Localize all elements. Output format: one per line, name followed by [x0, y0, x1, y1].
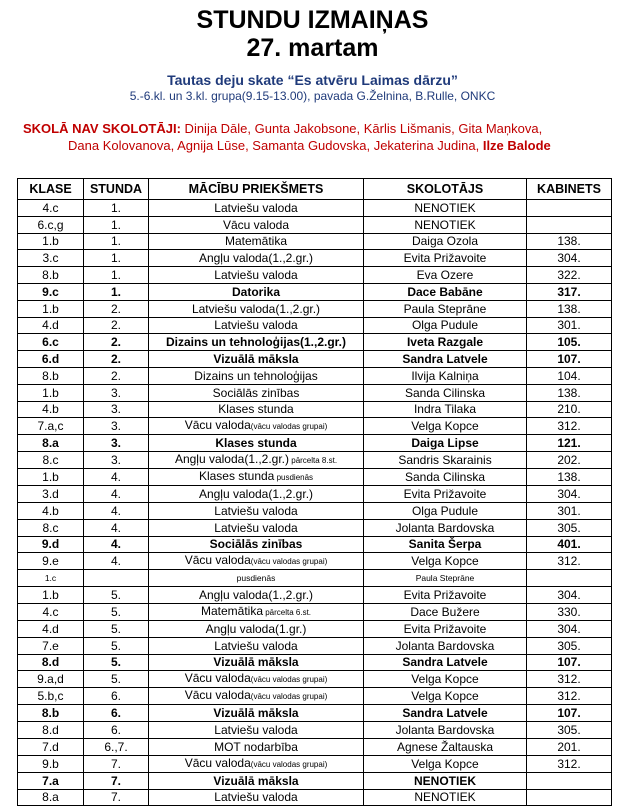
cell-prieksmets — [149, 418, 364, 435]
cell-klase: 4.d — [18, 620, 84, 637]
subject-text: Matemātika — [224, 234, 288, 249]
cell-stunda: 4. — [84, 519, 149, 536]
cell-stunda: 5. — [84, 587, 149, 604]
cell-klase: 8.c — [18, 519, 84, 536]
cell-prieksmets — [149, 401, 364, 418]
cell-stunda: 6. — [84, 688, 149, 705]
cell-kabinets — [527, 772, 612, 789]
cell-kabinets — [527, 216, 612, 233]
subject-text: Latviešu valoda — [214, 638, 298, 653]
table-row — [18, 637, 612, 654]
cell-stunda: 3. — [84, 401, 149, 418]
subject-note: (vācu valodas grupai) — [250, 557, 328, 567]
cell-skolotajs: NENOTIEK — [364, 216, 527, 233]
cell-kabinets: 107. — [527, 351, 612, 368]
notice-label: SKOLĀ NAV SKOLOTĀJI: — [23, 121, 181, 136]
cell-klase: 4.c — [18, 200, 84, 217]
cell-kabinets: 107. — [527, 654, 612, 671]
cell-stunda: 7. — [84, 772, 149, 789]
cell-skolotajs: Ilvija Kalniņa — [364, 367, 527, 384]
cell-prieksmets — [149, 755, 364, 772]
subject-text: Angļu valoda(1.,2.gr.) — [198, 251, 314, 266]
cell-stunda: 6. — [84, 722, 149, 739]
cell-prieksmets — [149, 486, 364, 503]
header-skolotajs: SKOLOTĀJS — [364, 179, 527, 200]
subject-text: Angļu valoda(1.,2.gr.) — [198, 487, 314, 502]
cell-prieksmets — [149, 536, 364, 553]
cell-skolotajs: NENOTIEK — [364, 789, 527, 806]
cell-stunda: 1. — [84, 233, 149, 250]
notice-line-2 — [23, 137, 625, 154]
cell-skolotajs: Eva Ozere — [364, 267, 527, 284]
cell-klase: 8.d — [18, 654, 84, 671]
event-info — [0, 72, 625, 104]
cell-prieksmets — [149, 603, 364, 620]
subject-text: Latviešu valoda — [214, 268, 298, 283]
cell-stunda: 3. — [84, 452, 149, 469]
cell-kabinets: 401. — [527, 536, 612, 553]
table-row — [18, 688, 612, 705]
cell-kabinets: 304. — [527, 486, 612, 503]
cell-klase: 9.b — [18, 755, 84, 772]
cell-klase: 8.a — [18, 435, 84, 452]
cell-kabinets: 104. — [527, 367, 612, 384]
cell-prieksmets — [149, 435, 364, 452]
subject-text: Dizains un tehnoloģijas — [194, 368, 318, 383]
cell-klase: 8.b — [18, 267, 84, 284]
cell-kabinets: 330. — [527, 603, 612, 620]
table-row — [18, 267, 612, 284]
cell-skolotajs: NENOTIEK — [364, 200, 527, 217]
subject-text: Sociālās zinības — [212, 385, 300, 400]
cell-skolotajs: Daiga Ozola — [364, 233, 527, 250]
cell-prieksmets — [149, 283, 364, 300]
subject-text: Latviešu valoda — [214, 503, 298, 518]
table-row — [18, 671, 612, 688]
cell-klase: 7.e — [18, 637, 84, 654]
cell-stunda: 5. — [84, 637, 149, 654]
table-row — [18, 519, 612, 536]
cell-stunda: 5. — [84, 620, 149, 637]
cell-prieksmets — [149, 469, 364, 486]
cell-stunda: 2. — [84, 367, 149, 384]
subject-text: Dizains un tehnoloģijas(1.,2.gr.) — [165, 335, 347, 350]
subject-text: Angļu valoda(1.gr.) — [205, 621, 307, 636]
cell-prieksmets — [149, 200, 364, 217]
subject-text: Angļu valoda(1.,2.gr.) — [198, 588, 314, 603]
cell-skolotajs: Evita Prižavoite — [364, 250, 527, 267]
cell-prieksmets — [149, 367, 364, 384]
table-row — [18, 705, 612, 722]
table-row — [18, 603, 612, 620]
cell-kabinets: 107. — [527, 705, 612, 722]
cell-klase: 6.c — [18, 334, 84, 351]
cell-kabinets: 202. — [527, 452, 612, 469]
cell-skolotajs: Sanda Cilinska — [364, 384, 527, 401]
cell-stunda: 1. — [84, 200, 149, 217]
cell-kabinets: 304. — [527, 587, 612, 604]
notice-names-bold: Ilze Balode — [482, 138, 551, 153]
cell-kabinets: 201. — [527, 738, 612, 755]
subject-text: Klases stunda — [218, 402, 294, 417]
cell-stunda: 7. — [84, 755, 149, 772]
cell-klase: 9.c — [18, 283, 84, 300]
cell-prieksmets — [149, 654, 364, 671]
cell-kabinets — [527, 789, 612, 806]
cell-kabinets: 305. — [527, 637, 612, 654]
cell-stunda: 3. — [84, 418, 149, 435]
subject-note: pusdienās — [274, 473, 314, 483]
cell-skolotajs: Indra Tilaka — [364, 401, 527, 418]
cell-klase: 6.c,g — [18, 216, 84, 233]
subject-note: (vācu valodas grupai) — [250, 422, 328, 432]
subject-text: MOT nodarbība — [214, 739, 298, 754]
cell-prieksmets — [149, 789, 364, 806]
cell-klase: 8.a — [18, 789, 84, 806]
header-kabinets: KABINETS — [527, 179, 612, 200]
subject-note: (vācu valodas grupai) — [250, 692, 328, 702]
cell-stunda: 2. — [84, 317, 149, 334]
cell-stunda: 6. — [84, 705, 149, 722]
cell-skolotajs: Evita Prižavoite — [364, 620, 527, 637]
cell-klase: 3.c — [18, 250, 84, 267]
event-title: Tautas deju skate “Es atvēru Laimas dārzu” — [167, 72, 458, 88]
cell-kabinets: 138. — [527, 233, 612, 250]
cell-klase: 9.e — [18, 553, 84, 570]
cell-klase: 7.a — [18, 772, 84, 789]
cell-prieksmets — [149, 637, 364, 654]
subject-note: (vācu valodas grupai) — [250, 675, 328, 685]
cell-prieksmets — [149, 233, 364, 250]
cell-skolotajs: Velga Kopce — [364, 688, 527, 705]
cell-skolotajs: Jolanta Bardovska — [364, 519, 527, 536]
cell-prieksmets — [149, 351, 364, 368]
cell-stunda: 2. — [84, 300, 149, 317]
cell-kabinets — [527, 200, 612, 217]
cell-kabinets: 304. — [527, 250, 612, 267]
subject-text: Vizuālā māksla — [213, 706, 299, 721]
cell-prieksmets — [149, 587, 364, 604]
cell-klase: 1.b — [18, 300, 84, 317]
table-row — [18, 250, 612, 267]
cell-prieksmets — [149, 384, 364, 401]
cell-prieksmets — [149, 317, 364, 334]
table-row — [18, 469, 612, 486]
table-row — [18, 367, 612, 384]
table-row — [18, 216, 612, 233]
cell-klase: 9.a,d — [18, 671, 84, 688]
cell-prieksmets — [149, 705, 364, 722]
subject-text: Latviešu valoda — [214, 790, 298, 805]
cell-prieksmets — [149, 216, 364, 233]
cell-klase: 5.b,c — [18, 688, 84, 705]
page-date: 27. martam — [246, 34, 379, 62]
cell-stunda: 2. — [84, 351, 149, 368]
cell-klase: 8.b — [18, 367, 84, 384]
cell-klase: 1.b — [18, 587, 84, 604]
subject-text: Latviešu valoda — [214, 318, 298, 333]
table-row — [18, 755, 612, 772]
subject-text: Klases stunda — [198, 469, 275, 484]
cell-skolotajs: Evita Prižavoite — [364, 486, 527, 503]
subject-text: Latviešu valoda — [214, 723, 298, 738]
subject-text: Vācu valoda — [184, 755, 251, 770]
cell-kabinets — [527, 570, 612, 587]
subject-text: Datorika — [231, 284, 281, 299]
cell-klase: 1.c — [18, 570, 84, 587]
header-stunda: STUNDA — [84, 179, 149, 200]
cell-skolotajs: Olga Pudule — [364, 502, 527, 519]
cell-stunda: 4. — [84, 469, 149, 486]
table-row — [18, 351, 612, 368]
cell-kabinets: 301. — [527, 502, 612, 519]
cell-klase: 4.c — [18, 603, 84, 620]
cell-skolotajs: Dace Bužere — [364, 603, 527, 620]
cell-klase: 6.d — [18, 351, 84, 368]
cell-skolotajs: Dace Babāne — [364, 283, 527, 300]
cell-kabinets: 312. — [527, 418, 612, 435]
cell-stunda — [84, 570, 149, 587]
cell-stunda: 1. — [84, 216, 149, 233]
table-row — [18, 317, 612, 334]
subject-text: Latviešu valoda — [214, 200, 298, 215]
cell-kabinets: 304. — [527, 620, 612, 637]
table-row — [18, 772, 612, 789]
table-row — [18, 300, 612, 317]
cell-stunda: 4. — [84, 486, 149, 503]
notice-line-1 — [23, 120, 625, 137]
cell-prieksmets — [149, 250, 364, 267]
table-row — [18, 536, 612, 553]
subject-text: Vizuālā māksla — [213, 655, 299, 670]
cell-kabinets: 210. — [527, 401, 612, 418]
cell-klase: 8.c — [18, 452, 84, 469]
cell-klase: 4.d — [18, 317, 84, 334]
header-prieksmets: MĀCĪBU PRIEKŠMETS — [149, 179, 364, 200]
cell-prieksmets — [149, 620, 364, 637]
cell-klase: 1.b — [18, 384, 84, 401]
subject-text: Vācu valoda — [184, 688, 251, 703]
table-row — [18, 452, 612, 469]
cell-skolotajs: Agnese Žaltauska — [364, 738, 527, 755]
cell-prieksmets — [149, 553, 364, 570]
cell-stunda: 5. — [84, 603, 149, 620]
cell-prieksmets — [149, 300, 364, 317]
cell-klase: 9.d — [18, 536, 84, 553]
table-row — [18, 789, 612, 806]
table-body — [18, 200, 612, 806]
subject-text: Vizuālā māksla — [213, 352, 299, 367]
subject-text: Angļu valoda(1.,2.gr.) — [174, 452, 290, 467]
page-title: STUNDU IZMAIŅAS — [196, 6, 429, 34]
cell-klase: 7.d — [18, 738, 84, 755]
cell-skolotajs: NENOTIEK — [364, 772, 527, 789]
cell-klase: 7.a,c — [18, 418, 84, 435]
schedule-table — [17, 178, 612, 806]
header-klase: KLASE — [18, 179, 84, 200]
subject-text: Vācu valoda — [184, 671, 251, 686]
cell-klase: 8.b — [18, 705, 84, 722]
subject-note: pārcelta 8.st. — [289, 456, 338, 466]
cell-kabinets: 312. — [527, 553, 612, 570]
cell-stunda: 5. — [84, 654, 149, 671]
cell-kabinets: 305. — [527, 519, 612, 536]
cell-kabinets: 305. — [527, 722, 612, 739]
cell-kabinets: 138. — [527, 384, 612, 401]
cell-skolotajs: Sandra Latvele — [364, 654, 527, 671]
cell-skolotajs: Evita Prižavoite — [364, 587, 527, 604]
cell-stunda: 6.,7. — [84, 738, 149, 755]
cell-skolotajs: Velga Kopce — [364, 418, 527, 435]
cell-skolotajs: Sandra Latvele — [364, 705, 527, 722]
cell-kabinets: 301. — [527, 317, 612, 334]
cell-kabinets: 138. — [527, 300, 612, 317]
cell-skolotajs: Sanda Cilinska — [364, 469, 527, 486]
table-row — [18, 502, 612, 519]
cell-prieksmets — [149, 688, 364, 705]
table-row — [18, 587, 612, 604]
cell-klase: 1.b — [18, 469, 84, 486]
cell-skolotajs: Paula Steprāne — [364, 570, 527, 587]
cell-stunda: 3. — [84, 384, 149, 401]
cell-stunda: 5. — [84, 671, 149, 688]
table-row — [18, 570, 612, 587]
cell-prieksmets — [149, 502, 364, 519]
cell-stunda: 7. — [84, 789, 149, 806]
cell-prieksmets — [149, 738, 364, 755]
cell-klase: 4.b — [18, 401, 84, 418]
table-row — [18, 200, 612, 217]
table-row — [18, 620, 612, 637]
cell-skolotajs: Iveta Razgale — [364, 334, 527, 351]
cell-stunda: 4. — [84, 553, 149, 570]
cell-stunda: 4. — [84, 536, 149, 553]
cell-skolotajs: Velga Kopce — [364, 553, 527, 570]
cell-klase: 3.d — [18, 486, 84, 503]
event-details: 5.-6.kl. un 3.kl. grupa(9.15-13.00), pavada G.Želnina, B.Rulle, ONKC — [129, 89, 496, 103]
subject-text: Matemātika — [200, 603, 263, 618]
cell-skolotajs: Sanita Šerpa — [364, 536, 527, 553]
cell-kabinets: 312. — [527, 755, 612, 772]
subject-note: pārcelta 6.st. — [263, 607, 312, 617]
cell-stunda: 1. — [84, 267, 149, 284]
table-row — [18, 418, 612, 435]
cell-stunda: 4. — [84, 502, 149, 519]
cell-stunda: 1. — [84, 283, 149, 300]
cell-skolotajs: Paula Steprāne — [364, 300, 527, 317]
table-row — [18, 654, 612, 671]
table-row — [18, 553, 612, 570]
cell-skolotajs: Jolanta Bardovska — [364, 722, 527, 739]
cell-skolotajs: Olga Pudule — [364, 317, 527, 334]
subject-text: Vācu valoda — [222, 217, 290, 232]
cell-skolotajs: Sandris Skarainis — [364, 452, 527, 469]
table-row — [18, 435, 612, 452]
subject-text: Klases stunda — [215, 436, 297, 451]
cell-kabinets: 312. — [527, 688, 612, 705]
cell-kabinets: 121. — [527, 435, 612, 452]
cell-kabinets: 317. — [527, 283, 612, 300]
cell-kabinets: 138. — [527, 469, 612, 486]
subject-text: Vizuālā māksla — [213, 773, 299, 788]
cell-kabinets: 322. — [527, 267, 612, 284]
cell-skolotajs: Jolanta Bardovska — [364, 637, 527, 654]
cell-klase: 4.b — [18, 502, 84, 519]
cell-skolotajs: Sandra Latvele — [364, 351, 527, 368]
subject-text: Vācu valoda — [184, 553, 251, 568]
cell-kabinets: 312. — [527, 671, 612, 688]
table-row — [18, 334, 612, 351]
table-row — [18, 401, 612, 418]
cell-klase: 8.d — [18, 722, 84, 739]
cell-prieksmets — [149, 671, 364, 688]
table-row — [18, 283, 612, 300]
cell-prieksmets — [149, 772, 364, 789]
subject-text: Latviešu valoda — [214, 520, 298, 535]
cell-prieksmets — [149, 722, 364, 739]
subject-text: Latviešu valoda(1.,2.gr.) — [191, 301, 321, 316]
cell-skolotajs: Velga Kopce — [364, 755, 527, 772]
cell-prieksmets — [149, 267, 364, 284]
cell-prieksmets — [149, 452, 364, 469]
table-row — [18, 233, 612, 250]
subject-text: pusdienās — [236, 573, 276, 584]
table-row — [18, 486, 612, 503]
cell-stunda: 2. — [84, 334, 149, 351]
absent-teachers-notice — [23, 120, 625, 154]
cell-stunda: 3. — [84, 435, 149, 452]
table-row — [18, 384, 612, 401]
notice-names-2: Dana Kolovanova, Agnija Lūse, Samanta Gudovska, Jekaterina Judina, — [68, 138, 483, 153]
cell-kabinets: 105. — [527, 334, 612, 351]
table-header-row — [18, 179, 612, 200]
subject-text: Sociālās zinības — [209, 537, 303, 552]
subject-text: Vācu valoda — [184, 418, 251, 433]
cell-skolotajs: Daiga Lipse — [364, 435, 527, 452]
table-row — [18, 738, 612, 755]
cell-skolotajs: Velga Kopce — [364, 671, 527, 688]
cell-klase: 1.b — [18, 233, 84, 250]
cell-prieksmets — [149, 519, 364, 536]
cell-prieksmets — [149, 570, 364, 587]
subject-note: (vācu valodas grupai) — [250, 759, 328, 769]
cell-stunda: 1. — [84, 250, 149, 267]
notice-names-1: Dinija Dāle, Gunta Jakobsone, Kārlis Lišmanis, Gita Maņkova, — [180, 121, 543, 136]
table-row — [18, 722, 612, 739]
cell-prieksmets — [149, 334, 364, 351]
